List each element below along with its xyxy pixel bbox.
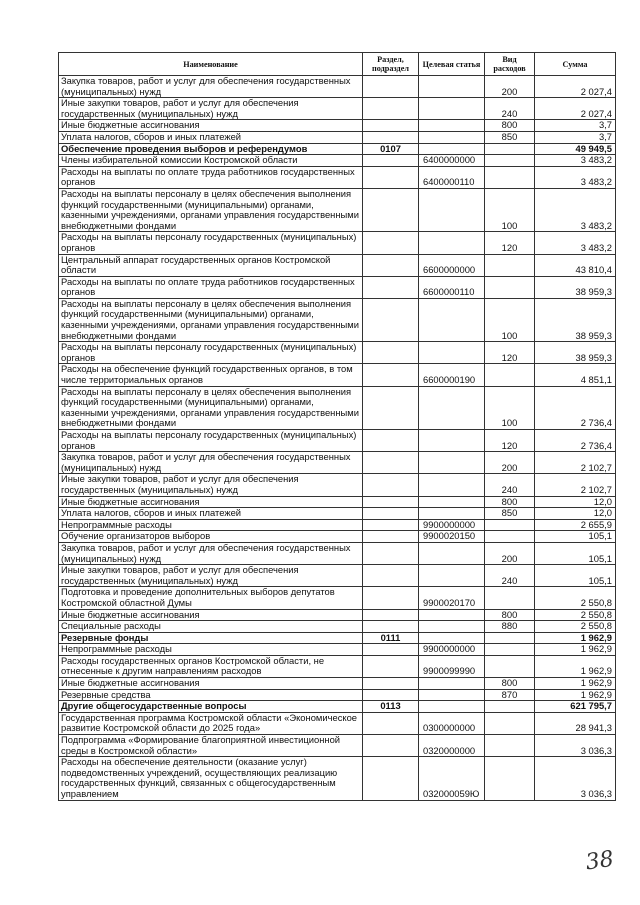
row-section-cell	[363, 188, 419, 231]
row-sum-cell: 12,0	[535, 508, 616, 520]
row-type-cell: 100	[485, 386, 535, 429]
row-section-cell	[363, 644, 419, 656]
row-target-cell	[419, 689, 485, 701]
row-type-cell	[485, 531, 535, 543]
row-target-cell	[419, 386, 485, 429]
row-section-cell	[363, 254, 419, 276]
row-section-cell	[363, 342, 419, 364]
row-name-cell: Резервные средства	[59, 689, 363, 701]
row-sum-cell: 1 962,9	[535, 689, 616, 701]
table-row	[59, 565, 616, 587]
row-sum-cell: 2 655,9	[535, 519, 616, 531]
row-target-cell: 0320000000	[419, 735, 485, 757]
header-type: Вид расходов	[485, 53, 535, 76]
row-name-cell: Закупка товаров, работ и услуг для обеспечения государственных (муниципальных) нужд	[59, 542, 363, 564]
table-row	[59, 542, 616, 564]
row-name-cell: Расходы государственных органов Костромской области, не отнесенные к другим направлениям расходов	[59, 655, 363, 677]
row-type-cell: 240	[485, 474, 535, 496]
table-row	[59, 519, 616, 531]
row-type-cell	[485, 155, 535, 167]
row-section-cell	[363, 452, 419, 474]
row-section-cell	[363, 298, 419, 341]
row-type-cell	[485, 757, 535, 800]
row-sum-cell: 621 795,7	[535, 701, 616, 713]
row-type-cell: 200	[485, 452, 535, 474]
row-section-cell	[363, 430, 419, 452]
table-row	[59, 701, 616, 713]
table-row	[59, 342, 616, 364]
row-name-cell: Расходы на выплаты персоналу государственных (муниципальных) органов	[59, 232, 363, 254]
row-name-cell: Подготовка и проведение дополнительных выборов депутатов Костромской областной Думы	[59, 587, 363, 609]
row-type-cell: 800	[485, 496, 535, 508]
row-section-cell	[363, 474, 419, 496]
row-section-cell	[363, 565, 419, 587]
row-sum-cell: 43 810,4	[535, 254, 616, 276]
row-type-cell	[485, 254, 535, 276]
table-row	[59, 131, 616, 143]
row-target-cell	[419, 131, 485, 143]
table-row	[59, 120, 616, 132]
table-row	[59, 166, 616, 188]
row-section-cell	[363, 98, 419, 120]
row-name-cell: Иные закупки товаров, работ и услуг для обеспечения государственных (муниципальных) нужд	[59, 474, 363, 496]
row-target-cell: 6600000190	[419, 364, 485, 386]
row-type-cell	[485, 519, 535, 531]
row-name-cell: Уплата налогов, сборов и иных платежей	[59, 131, 363, 143]
row-target-cell: 9900099990	[419, 655, 485, 677]
row-type-cell	[485, 587, 535, 609]
row-sum-cell: 2 027,4	[535, 76, 616, 98]
row-sum-cell: 3 036,3	[535, 735, 616, 757]
row-target-cell	[419, 474, 485, 496]
table-row	[59, 76, 616, 98]
table-row	[59, 254, 616, 276]
row-sum-cell: 38 959,3	[535, 342, 616, 364]
row-name-cell: Расходы на выплаты персоналу в целях обеспечения выполнения функций государственными (муниципальными) органами, казенными учреждениями, органами управления государственными внебюджетными фондами	[59, 188, 363, 231]
row-section-cell: 0107	[363, 143, 419, 155]
row-sum-cell: 2 550,8	[535, 609, 616, 621]
header-sum: Сумма	[535, 53, 616, 76]
row-name-cell: Члены избирательной комиссии Костромской области	[59, 155, 363, 167]
row-name-cell: Закупка товаров, работ и услуг для обеспечения государственных (муниципальных) нужд	[59, 452, 363, 474]
row-sum-cell: 1 962,9	[535, 678, 616, 690]
row-sum-cell: 49 949,5	[535, 143, 616, 155]
table-row	[59, 757, 616, 800]
row-target-cell	[419, 609, 485, 621]
row-section-cell	[363, 712, 419, 734]
table-row	[59, 508, 616, 520]
row-section-cell	[363, 166, 419, 188]
table-row	[59, 644, 616, 656]
row-target-cell	[419, 565, 485, 587]
row-target-cell: 6400000110	[419, 166, 485, 188]
row-type-cell: 800	[485, 120, 535, 132]
row-section-cell	[363, 155, 419, 167]
row-name-cell: Другие общегосударственные вопросы	[59, 701, 363, 713]
row-target-cell	[419, 98, 485, 120]
row-sum-cell: 2 550,8	[535, 587, 616, 609]
row-name-cell: Расходы на выплаты по оплате труда работников государственных органов	[59, 276, 363, 298]
table-row	[59, 298, 616, 341]
row-target-cell: 6600000110	[419, 276, 485, 298]
row-name-cell: Уплата налогов, сборов и иных платежей	[59, 508, 363, 520]
row-type-cell: 120	[485, 342, 535, 364]
row-type-cell: 240	[485, 98, 535, 120]
row-name-cell: Расходы на обеспечение функций государственных органов, в том числе территориальных органов	[59, 364, 363, 386]
row-type-cell: 200	[485, 76, 535, 98]
row-name-cell: Расходы на выплаты персоналу в целях обеспечения выполнения функций государственными (муниципальными) органами, казенными учреждениями, органами управления государственными внебюджетными фондами	[59, 386, 363, 429]
row-sum-cell: 2 027,4	[535, 98, 616, 120]
row-section-cell	[363, 735, 419, 757]
row-name-cell: Обучение организаторов выборов	[59, 531, 363, 543]
row-type-cell	[485, 143, 535, 155]
row-type-cell: 850	[485, 131, 535, 143]
row-sum-cell: 1 962,9	[535, 632, 616, 644]
row-target-cell	[419, 430, 485, 452]
row-section-cell: 0113	[363, 701, 419, 713]
row-section-cell	[363, 276, 419, 298]
row-name-cell: Иные бюджетные ассигнования	[59, 120, 363, 132]
row-sum-cell: 28 941,3	[535, 712, 616, 734]
row-name-cell: Иные закупки товаров, работ и услуг для обеспечения государственных (муниципальных) нужд	[59, 565, 363, 587]
row-section-cell	[363, 655, 419, 677]
row-type-cell	[485, 712, 535, 734]
row-type-cell: 870	[485, 689, 535, 701]
table-row	[59, 98, 616, 120]
row-type-cell: 200	[485, 542, 535, 564]
row-type-cell	[485, 364, 535, 386]
row-sum-cell: 3,7	[535, 120, 616, 132]
row-sum-cell: 38 959,3	[535, 298, 616, 341]
row-name-cell: Расходы на выплаты по оплате труда работников государственных органов	[59, 166, 363, 188]
row-name-cell: Иные бюджетные ассигнования	[59, 609, 363, 621]
row-type-cell: 100	[485, 188, 535, 231]
row-section-cell	[363, 587, 419, 609]
row-section-cell	[363, 232, 419, 254]
row-type-cell: 120	[485, 430, 535, 452]
row-type-cell: 120	[485, 232, 535, 254]
table-row	[59, 531, 616, 543]
row-type-cell: 240	[485, 565, 535, 587]
row-sum-cell: 1 962,9	[535, 655, 616, 677]
table-row	[59, 474, 616, 496]
row-target-cell	[419, 188, 485, 231]
table-row	[59, 496, 616, 508]
row-section-cell	[363, 508, 419, 520]
row-target-cell: 6400000000	[419, 155, 485, 167]
row-sum-cell: 105,1	[535, 542, 616, 564]
row-target-cell	[419, 342, 485, 364]
row-sum-cell: 2 102,7	[535, 452, 616, 474]
row-target-cell	[419, 232, 485, 254]
header-name: Наименование	[59, 53, 363, 76]
budget-table	[58, 52, 616, 801]
row-type-cell: 800	[485, 678, 535, 690]
row-sum-cell: 38 959,3	[535, 276, 616, 298]
row-target-cell	[419, 701, 485, 713]
row-section-cell	[363, 120, 419, 132]
table-row	[59, 188, 616, 231]
row-sum-cell: 3,7	[535, 131, 616, 143]
row-sum-cell: 3 483,2	[535, 155, 616, 167]
row-target-cell	[419, 496, 485, 508]
table-row	[59, 364, 616, 386]
row-type-cell	[485, 276, 535, 298]
row-target-cell	[419, 632, 485, 644]
table-row	[59, 735, 616, 757]
table-row	[59, 587, 616, 609]
table-row	[59, 452, 616, 474]
row-section-cell	[363, 131, 419, 143]
row-sum-cell: 105,1	[535, 531, 616, 543]
row-type-cell	[485, 655, 535, 677]
row-target-cell	[419, 678, 485, 690]
row-target-cell: 0300000000	[419, 712, 485, 734]
table-row	[59, 621, 616, 633]
row-name-cell: Специальные расходы	[59, 621, 363, 633]
row-sum-cell: 3 483,2	[535, 232, 616, 254]
row-section-cell	[363, 678, 419, 690]
row-sum-cell: 4 851,1	[535, 364, 616, 386]
table-row	[59, 143, 616, 155]
row-sum-cell: 105,1	[535, 565, 616, 587]
row-target-cell: 9900020170	[419, 587, 485, 609]
row-name-cell: Центральный аппарат государственных органов Костромской области	[59, 254, 363, 276]
budget-table-container	[58, 52, 615, 801]
row-name-cell: Расходы на выплаты персоналу в целях обеспечения выполнения функций государственными (муниципальными) органами, казенными учреждениями, органами управления государственными внебюджетными фондами	[59, 298, 363, 341]
row-target-cell	[419, 76, 485, 98]
row-section-cell	[363, 364, 419, 386]
table-row	[59, 632, 616, 644]
row-name-cell: Расходы на обеспечение деятельности (оказание услуг) подведомственных учреждений, осуществляющих реализацию государственных функций, связанных с общегосударственным управлением	[59, 757, 363, 800]
table-row	[59, 678, 616, 690]
row-name-cell: Иные бюджетные ассигнования	[59, 678, 363, 690]
row-target-cell: 032000059Ю	[419, 757, 485, 800]
row-sum-cell: 2 102,7	[535, 474, 616, 496]
row-section-cell: 0111	[363, 632, 419, 644]
row-sum-cell: 12,0	[535, 496, 616, 508]
table-row	[59, 386, 616, 429]
row-type-cell: 800	[485, 609, 535, 621]
row-sum-cell: 2 736,4	[535, 386, 616, 429]
table-row	[59, 689, 616, 701]
page-number: 38	[584, 846, 616, 876]
row-target-cell	[419, 298, 485, 341]
row-type-cell	[485, 735, 535, 757]
table-row	[59, 276, 616, 298]
row-name-cell: Иные закупки товаров, работ и услуг для обеспечения государственных (муниципальных) нужд	[59, 98, 363, 120]
row-target-cell: 9900000000	[419, 644, 485, 656]
table-row	[59, 232, 616, 254]
row-name-cell: Резервные фонды	[59, 632, 363, 644]
row-section-cell	[363, 609, 419, 621]
row-type-cell	[485, 166, 535, 188]
row-section-cell	[363, 542, 419, 564]
table-row	[59, 655, 616, 677]
row-section-cell	[363, 757, 419, 800]
row-target-cell	[419, 508, 485, 520]
row-target-cell: 9900000000	[419, 519, 485, 531]
row-sum-cell: 2 736,4	[535, 430, 616, 452]
row-name-cell: Подпрограмма «Формирование благоприятной инвестиционной среды в Костромской области»	[59, 735, 363, 757]
row-target-cell	[419, 452, 485, 474]
table-row	[59, 609, 616, 621]
row-section-cell	[363, 496, 419, 508]
row-sum-cell: 1 962,9	[535, 644, 616, 656]
row-sum-cell: 3 483,2	[535, 166, 616, 188]
row-name-cell: Закупка товаров, работ и услуг для обеспечения государственных (муниципальных) нужд	[59, 76, 363, 98]
row-target-cell	[419, 621, 485, 633]
row-target-cell: 6600000000	[419, 254, 485, 276]
row-name-cell: Непрограммные расходы	[59, 519, 363, 531]
row-name-cell: Государственная программа Костромской области «Экономическое развитие Костромской области до 2025 года»	[59, 712, 363, 734]
row-target-cell	[419, 542, 485, 564]
table-row	[59, 712, 616, 734]
table-header-row	[59, 53, 616, 76]
row-name-cell: Расходы на выплаты персоналу государственных (муниципальных) органов	[59, 430, 363, 452]
row-type-cell: 880	[485, 621, 535, 633]
row-section-cell	[363, 386, 419, 429]
row-name-cell: Расходы на выплаты персоналу государственных (муниципальных) органов	[59, 342, 363, 364]
table-row	[59, 430, 616, 452]
row-type-cell: 850	[485, 508, 535, 520]
row-type-cell: 100	[485, 298, 535, 341]
row-type-cell	[485, 701, 535, 713]
row-name-cell: Обеспечение проведения выборов и референдумов	[59, 143, 363, 155]
row-name-cell: Непрограммные расходы	[59, 644, 363, 656]
row-target-cell	[419, 120, 485, 132]
row-type-cell	[485, 644, 535, 656]
table-row	[59, 155, 616, 167]
row-type-cell	[485, 632, 535, 644]
row-target-cell: 9900020150	[419, 531, 485, 543]
row-section-cell	[363, 519, 419, 531]
row-section-cell	[363, 76, 419, 98]
row-section-cell	[363, 689, 419, 701]
header-section: Раздел, подраздел	[363, 53, 419, 76]
header-target: Целевая статья	[419, 53, 485, 76]
row-sum-cell: 2 550,8	[535, 621, 616, 633]
row-target-cell	[419, 143, 485, 155]
row-name-cell: Иные бюджетные ассигнования	[59, 496, 363, 508]
row-sum-cell: 3 036,3	[535, 757, 616, 800]
row-sum-cell: 3 483,2	[535, 188, 616, 231]
row-section-cell	[363, 531, 419, 543]
row-section-cell	[363, 621, 419, 633]
